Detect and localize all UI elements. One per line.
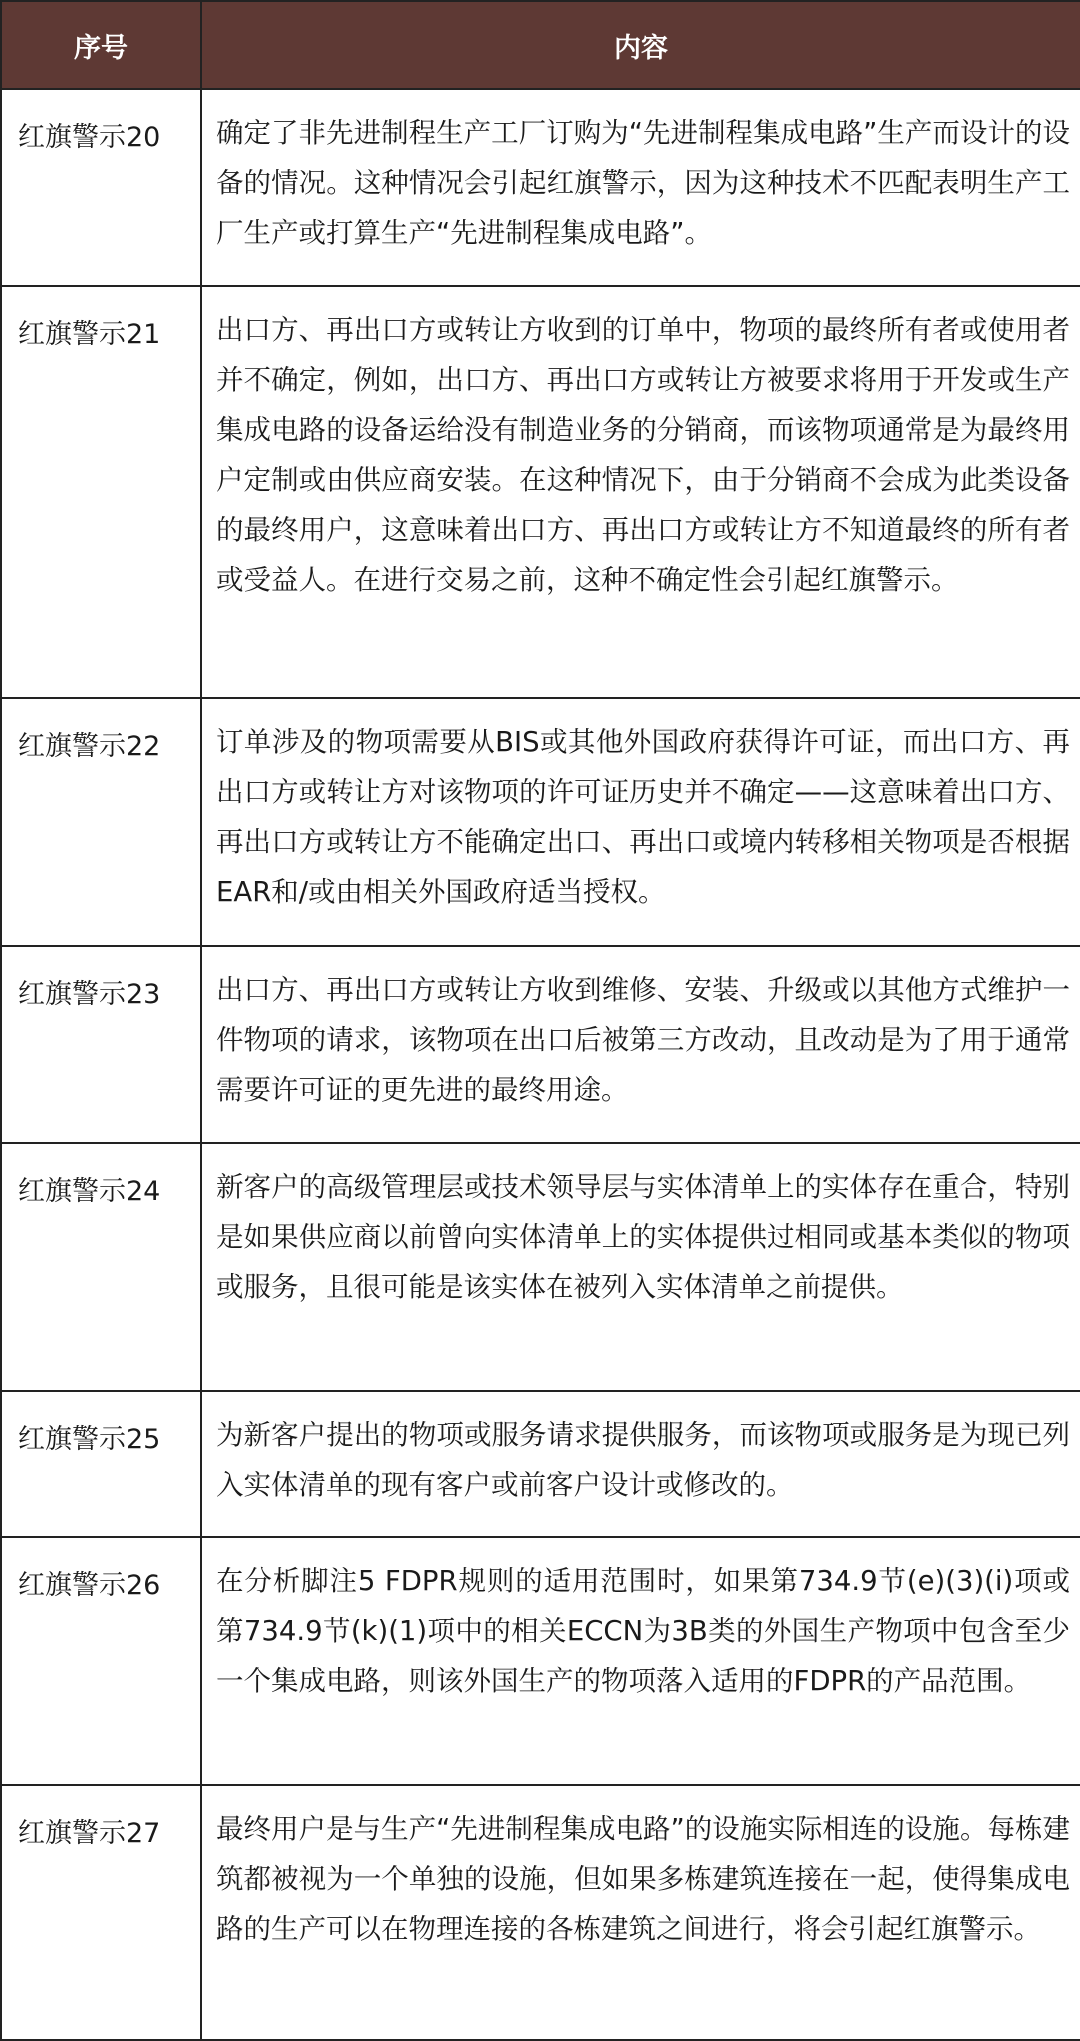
table-row (1, 1143, 1080, 1391)
table-row (1, 946, 1080, 1143)
row-number: 红旗警示24 (1, 1143, 201, 1391)
row-content: 确定了非先进制程生产工厂订购为“先进制程集成电路”生产而设计的设备的情况。这种情况会引起红旗警示，因为这种技术不匹配表明生产工厂生产或打算生产“先进制程集成电路”。 (201, 89, 1080, 286)
row-content: 为新客户提出的物项或服务请求提供服务，而该物项或服务是为现已列入实体清单的现有客户或前客户设计或修改的。 (201, 1391, 1080, 1537)
row-number: 红旗警示21 (1, 286, 201, 698)
table-row (1, 286, 1080, 698)
header-content: 内容 (201, 1, 1080, 89)
row-number: 红旗警示25 (1, 1391, 201, 1537)
row-number: 红旗警示23 (1, 946, 201, 1143)
row-content: 订单涉及的物项需要从BIS或其他外国政府获得许可证，而出口方、再出口方或转让方对该物项的许可证历史并不确定——这意味着出口方、再出口方或转让方不能确定出口、再出口或境内转移相关物项是否根据EAR和/或由相关外国政府适当授权。 (201, 698, 1080, 946)
row-content: 新客户的高级管理层或技术领导层与实体清单上的实体存在重合，特别是如果供应商以前曾向实体清单上的实体提供过相同或基本类似的物项或服务，且很可能是该实体在被列入实体清单之前提供。 (201, 1143, 1080, 1391)
table-row (1, 1537, 1080, 1785)
row-number: 红旗警示20 (1, 89, 201, 286)
row-content: 最终用户是与生产“先进制程集成电路”的设施实际相连的设施。每栋建筑都被视为一个单独的设施，但如果多栋建筑连接在一起，使得集成电路的生产可以在物理连接的各栋建筑之间进行，将会引起红旗警示。 (201, 1785, 1080, 2040)
table-row (1, 89, 1080, 286)
table-row (1, 1785, 1080, 2040)
row-number: 红旗警示27 (1, 1785, 201, 2040)
row-content: 在分析脚注5 FDPR规则的适用范围时，如果第734.9节(e)(3)(i)项或第734.9节(k)(1)项中的相关ECCN为3B类的外国生产物项中包含至少一个集成电路，则该外国生产的物项落入适用的FDPR的产品范围。 (201, 1537, 1080, 1785)
table-row (1, 698, 1080, 946)
table-row (1, 1391, 1080, 1537)
row-content: 出口方、再出口方或转让方收到维修、安装、升级或以其他方式维护一件物项的请求，该物项在出口后被第三方改动，且改动是为了用于通常需要许可证的更先进的最终用途。 (201, 946, 1080, 1143)
header-number: 序号 (1, 1, 201, 89)
row-number: 红旗警示22 (1, 698, 201, 946)
table-header-row (1, 1, 1080, 89)
row-number: 红旗警示26 (1, 1537, 201, 1785)
row-content: 出口方、再出口方或转让方收到的订单中，物项的最终所有者或使用者并不确定，例如，出口方、再出口方或转让方被要求将用于开发或生产集成电路的设备运给没有制造业务的分销商，而该物项通常是为最终用户定制或由供应商安装。在这种情况下，由于分销商不会成为此类设备的最终用户，这意味着出口方、再出口方或转让方不知道最终的所有者或受益人。在进行交易之前，这种不确定性会引起红旗警示。 (201, 286, 1080, 698)
